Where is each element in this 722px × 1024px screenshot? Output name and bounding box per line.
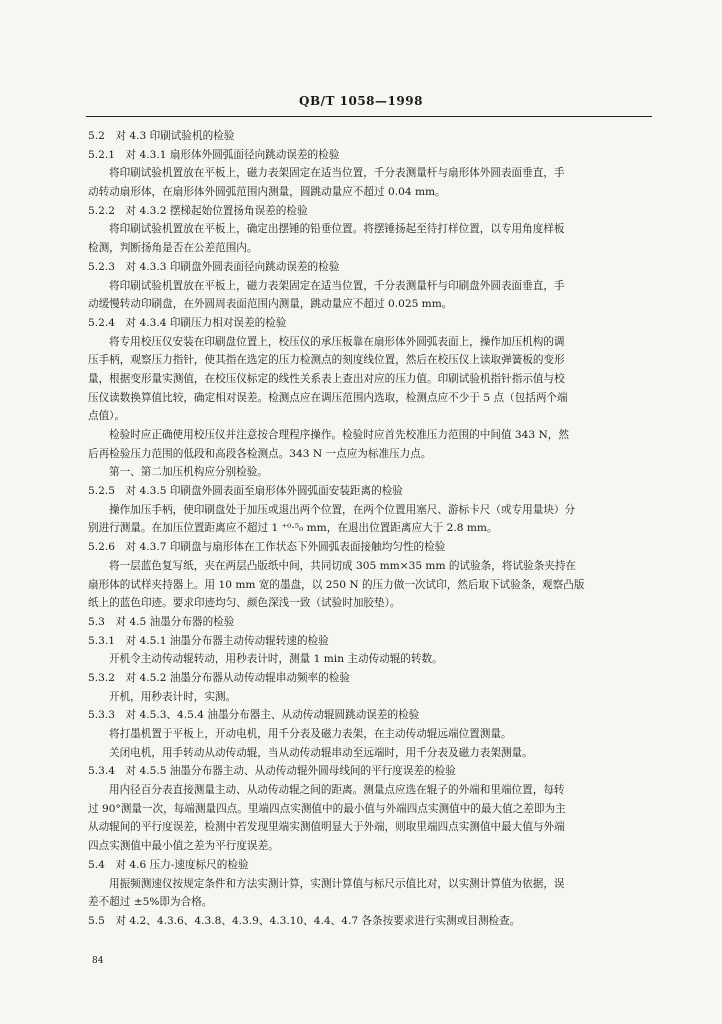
page-number: 84 [92, 956, 104, 966]
text-line: 点值）。 [88, 410, 126, 423]
text-line: 从动辊间的平行度误差，检测中若发现里端实测值明显大于外端，则取里端四点实测值中最大值与外端 [88, 821, 565, 834]
text-line: 将印刷试验机置放在平板上，磁力表架固定在适当位置，千分表测量杆与扇形体外圆表面垂直，手 [109, 167, 565, 180]
text-line: 5.2.4 对 4.3.4 印刷压力相对误差的检验 [88, 316, 287, 329]
text-line: 纸上的蓝色印迹。要求印迹均匀、颜色深浅一致（试验时加胶垫）。 [88, 597, 401, 610]
text-line: 将专用校压仪安装在印刷盘位置上，校压仪的承压板靠在扇形体外圆弧表面上，操作加压机构的调 [109, 335, 565, 348]
text-line: 压仪读数换算值比较，确定相对误差。检测点应在调压范围内选取，检测点应不少于 5 点（包括两个端 [88, 391, 568, 404]
text-line: 5.2.6 对 4.3.7 印刷盘与扇形体在工作状态下外圆弧表面接触均匀性的检验 [88, 541, 446, 554]
text-line: 5.2.3 对 4.3.3 印刷盘外圆表面径向跳动误差的检验 [88, 260, 340, 273]
text-line: 5.2.5 对 4.3.5 印刷盘外圆表面至扇形体外圆弧面安装距离的检验 [88, 485, 403, 498]
text-line: 关闭电机，用手转动从动传动辊，当从动传动辊串动至远端时，用千分表及磁力表架测量。 [109, 746, 533, 759]
text-line: 开机，用秒表计时，实测。 [109, 690, 237, 703]
document-body [88, 127, 650, 931]
text-line: 第一、第二加压机构应分别检验。 [109, 466, 268, 479]
text-line: 5.3.3 对 4.5.3、4.5.4 油墨分布器主、从动传动辊圆跳动误差的检验 [88, 709, 420, 722]
header-rule [86, 116, 652, 117]
text-line: 将印刷试验机置放在平板上，磁力表架固定在适当位置，千分表测量杆与印刷盘外圆表面垂直，手 [109, 279, 565, 292]
text-line: 用内径百分表直接测量主动、从动传动辊之间的距离。测量点应选在辊子的外端和里端位置，每转 [109, 784, 565, 797]
text-line: 别进行测量。在加压位置距离应不超过 1 ⁺⁰·⁵₀ mm，在退出位置距离应大于 2.8 mm。 [88, 522, 498, 535]
text-line: 量，根据变形量实测值，在校压仪标定的线性关系表上查出对应的压力值。印刷试验机指针指示值与校 [88, 372, 565, 385]
text-line: 动转动扇形体，在扇形体外圆弧范围内测量，圆跳动量应不超过 0.04 mm。 [88, 186, 446, 199]
text-line: 压手柄，观察压力指针，使其指在选定的压力检测点的刻度线位置，然后在校压仪上读取弹簧板的变形 [88, 354, 565, 367]
text-line: 操作加压手柄，使印刷盘处于加压或退出两个位置，在两个位置用塞尺、游标卡尺（或专用量块）分 [109, 503, 576, 516]
text-line: 过 90°测量一次，每端测量四点。里端四点实测值中的最小值与外端四点实测值中的最大值之差即为主 [88, 802, 566, 815]
text-line: 5.2.1 对 4.3.1 扇形体外圆弧面径向跳动误差的检验 [88, 148, 340, 161]
standard-header: QB/T 1058—1998 [299, 94, 423, 108]
text-line: 扇形体的试样夹持器上。用 10 mm 宽的墨盘，以 250 N 的压力做一次试印，然后取下试验条，观察凸版 [88, 578, 585, 591]
text-line: 5.2.2 对 4.3.2 摆梯起始位置扬角误差的检验 [88, 204, 308, 217]
text-line: 后再检验压力范围的低段和高段各检测点。343 N 一点应为标准压力点。 [88, 447, 432, 460]
text-line: 5.3 对 4.5 油墨分布器的检验 [88, 615, 235, 628]
text-line: 开机令主动传动辊转动，用秒表计时，测量 1 min 主动传动辊的转数。 [109, 653, 443, 666]
text-line: 四点实测值中最小值之差为平行度误差。 [88, 840, 279, 853]
text-line: 检验时应正确使用校压仪并注意按合理程序操作。检验时应首先校准压力范围的中间值 343 N，然 [109, 429, 569, 441]
text-line: 5.3.1 对 4.5.1 油墨分布器主动传动辊转速的检验 [88, 634, 329, 647]
text-line: 5.4 对 4.6 压力-速度标尺的检验 [88, 858, 249, 871]
text-line: 5.3.4 对 4.5.5 油墨分布器主动、从动传动辊外圆母线间的平行度误差的检验 [88, 765, 456, 778]
text-line: 将印刷试验机置放在平板上，确定出摆锤的铅垂位置。将摆锤扬起至待打样位置，以专用角度样板 [109, 223, 565, 236]
text-line: 5.3.2 对 4.5.2 油墨分布器从动传动辊串动频率的检验 [88, 671, 350, 684]
text-line: 用振频测速仪按规定条件和方法实测计算，实测计算值与标尺示值比对，以实测计算值为依据，误 [109, 877, 565, 890]
text-line: 将一层蓝色复写纸，夹在两层凸版纸中间，共同切成 305 mm×35 mm 的试验条，将试验条夹持在 [109, 559, 577, 572]
text-line: 动缓慢转动印刷盘，在外圆周表面范围内测量，跳动量应不超过 0.025 mm。 [88, 298, 453, 311]
text-line: 5.2 对 4.3 印刷试验机的检验 [88, 130, 235, 142]
text-line: 检测，判断扬角是否在公差范围内。 [88, 242, 258, 255]
text-line: 5.5 对 4.2、4.3.6、4.3.8、4.3.9、4.3.10、4.4、4.7 各条按要求进行实测或目测检查。 [88, 914, 521, 927]
text-line: 将打墨机置于平板上，开动电机，用千分表及磁力表架，在主动传动辊远端位置测量。 [109, 728, 512, 740]
text-line: 差不超过 ±5%即为合格。 [88, 896, 213, 909]
